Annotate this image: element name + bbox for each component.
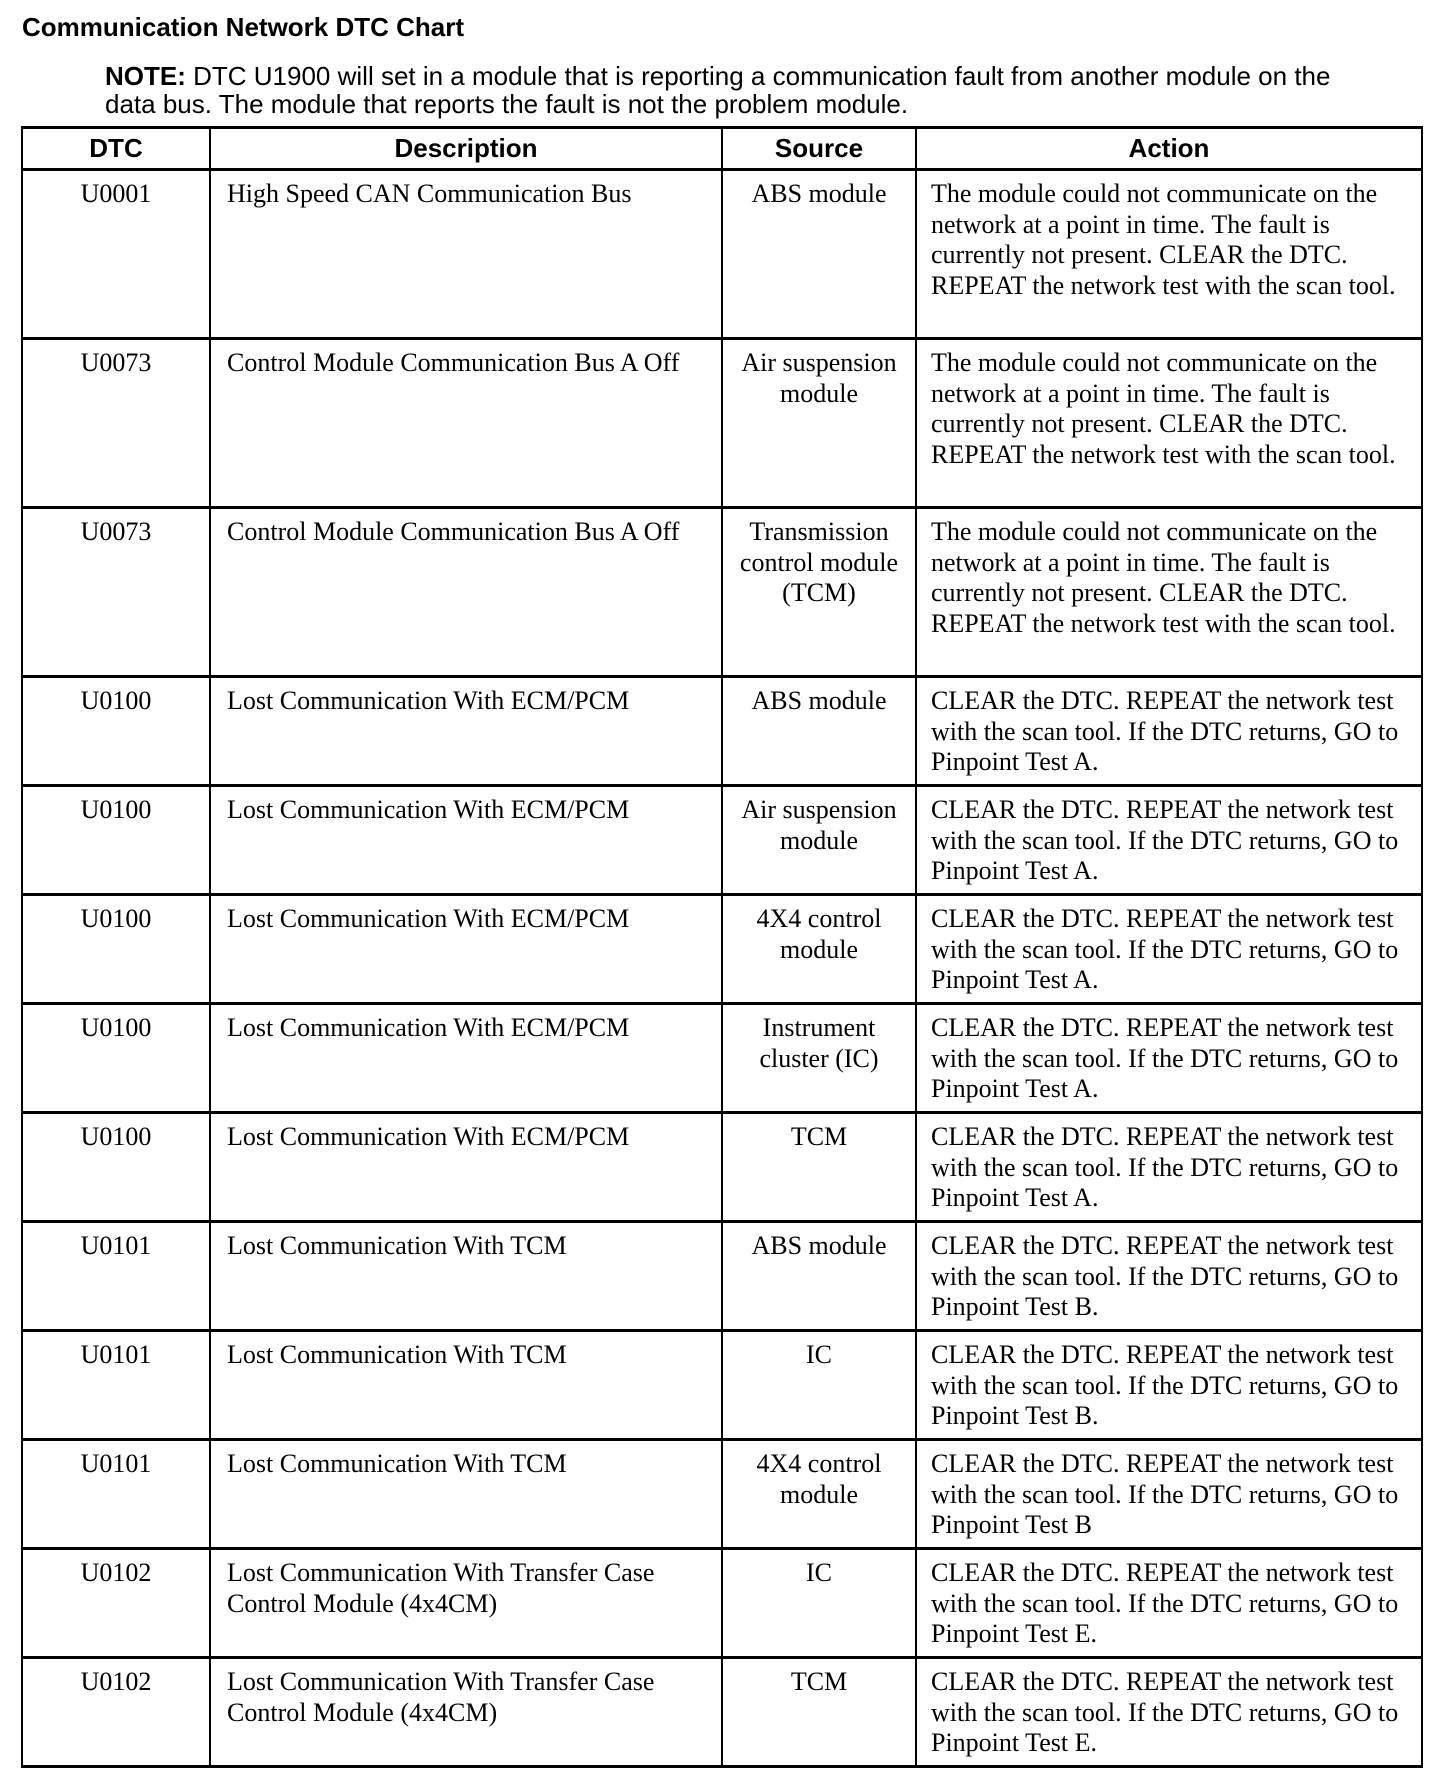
cell-action: The module could not communicate on the network at a point in time. The fault is currently not present. CLEAR the DTC. REPEAT the network test with the scan tool.: [916, 508, 1422, 677]
cell-action: CLEAR the DTC. REPEAT the network test with the scan tool. If the DTC returns, GO to Pinpoint Test A.: [916, 1004, 1422, 1113]
cell-action: The module could not communicate on the network at a point in time. The fault is currently not present. CLEAR the DTC. REPEAT the network test with the scan tool.: [916, 170, 1422, 339]
table-row: [22, 895, 1422, 1004]
cell-action: CLEAR the DTC. REPEAT the network test with the scan tool. If the DTC returns, GO to Pinpoint Test B.: [916, 1222, 1422, 1331]
cell-dtc: U0101: [22, 1331, 210, 1440]
cell-description: High Speed CAN Communication Bus: [210, 170, 722, 339]
table-row: [22, 1113, 1422, 1222]
table-row: [22, 786, 1422, 895]
table-row: [22, 1549, 1422, 1658]
cell-source: TCM: [722, 1658, 916, 1767]
cell-source: Air suspension module: [722, 786, 916, 895]
cell-action: CLEAR the DTC. REPEAT the network test with the scan tool. If the DTC returns, GO to Pinpoint Test A.: [916, 895, 1422, 1004]
note-paragraph: [105, 62, 1355, 118]
cell-source: TCM: [722, 1113, 916, 1222]
cell-action: The module could not communicate on the network at a point in time. The fault is currently not present. CLEAR the DTC. REPEAT the network test with the scan tool.: [916, 339, 1422, 508]
cell-dtc: U0001: [22, 170, 210, 339]
cell-action: CLEAR the DTC. REPEAT the network test with the scan tool. If the DTC returns, GO to Pinpoint Test B: [916, 1440, 1422, 1549]
cell-action: CLEAR the DTC. REPEAT the network test with the scan tool. If the DTC returns, GO to Pinpoint Test B.: [916, 1331, 1422, 1440]
cell-source: 4X4 control module: [722, 1440, 916, 1549]
cell-source: Instrument cluster (IC): [722, 1004, 916, 1113]
dtc-table: [21, 126, 1423, 1768]
cell-source: Transmission control module (TCM): [722, 508, 916, 677]
table-row: [22, 1658, 1422, 1767]
cell-dtc: U0073: [22, 508, 210, 677]
cell-action: CLEAR the DTC. REPEAT the network test with the scan tool. If the DTC returns, GO to Pinpoint Test A.: [916, 1113, 1422, 1222]
cell-description: Lost Communication With ECM/PCM: [210, 895, 722, 1004]
table-row: [22, 1331, 1422, 1440]
cell-source: ABS module: [722, 170, 916, 339]
cell-dtc: U0102: [22, 1549, 210, 1658]
table-row: [22, 1440, 1422, 1549]
cell-description: Lost Communication With TCM: [210, 1331, 722, 1440]
column-header-action: Action: [916, 128, 1422, 170]
cell-description: Lost Communication With ECM/PCM: [210, 1004, 722, 1113]
cell-description: Lost Communication With ECM/PCM: [210, 1113, 722, 1222]
cell-description: Lost Communication With TCM: [210, 1440, 722, 1549]
table-row: [22, 508, 1422, 677]
cell-description: Lost Communication With Transfer Case Control Module (4x4CM): [210, 1658, 722, 1767]
column-header-source: Source: [722, 128, 916, 170]
cell-dtc: U0100: [22, 1004, 210, 1113]
cell-dtc: U0100: [22, 895, 210, 1004]
table-header-row: [22, 128, 1422, 170]
cell-dtc: U0101: [22, 1222, 210, 1331]
cell-dtc: U0100: [22, 677, 210, 786]
cell-action: CLEAR the DTC. REPEAT the network test with the scan tool. If the DTC returns, GO to Pinpoint Test E.: [916, 1549, 1422, 1658]
cell-source: IC: [722, 1549, 916, 1658]
table-row: [22, 1222, 1422, 1331]
cell-source: 4X4 control module: [722, 895, 916, 1004]
cell-action: CLEAR the DTC. REPEAT the network test with the scan tool. If the DTC returns, GO to Pinpoint Test E.: [916, 1658, 1422, 1767]
table-row: [22, 677, 1422, 786]
cell-dtc: U0102: [22, 1658, 210, 1767]
column-header-description: Description: [210, 128, 722, 170]
cell-dtc: U0100: [22, 786, 210, 895]
cell-dtc: U0073: [22, 339, 210, 508]
table-row: [22, 1004, 1422, 1113]
cell-source: ABS module: [722, 1222, 916, 1331]
cell-action: CLEAR the DTC. REPEAT the network test with the scan tool. If the DTC returns, GO to Pinpoint Test A.: [916, 677, 1422, 786]
cell-dtc: U0101: [22, 1440, 210, 1549]
cell-description: Lost Communication With TCM: [210, 1222, 722, 1331]
cell-description: Control Module Communication Bus A Off: [210, 339, 722, 508]
column-header-dtc: DTC: [22, 128, 210, 170]
cell-source: ABS module: [722, 677, 916, 786]
cell-description: Lost Communication With Transfer Case Control Module (4x4CM): [210, 1549, 722, 1658]
cell-description: Lost Communication With ECM/PCM: [210, 786, 722, 895]
table-row: [22, 170, 1422, 339]
note-label: NOTE:: [105, 61, 186, 91]
cell-dtc: U0100: [22, 1113, 210, 1222]
cell-source: IC: [722, 1331, 916, 1440]
cell-description: Control Module Communication Bus A Off: [210, 508, 722, 677]
note-text: DTC U1900 will set in a module that is reporting a communication fault from another module on the data bus. The module that reports the fault is not the problem module.: [105, 61, 1331, 119]
cell-action: CLEAR the DTC. REPEAT the network test with the scan tool. If the DTC returns, GO to Pinpoint Test A.: [916, 786, 1422, 895]
table-row: [22, 339, 1422, 508]
cell-description: Lost Communication With ECM/PCM: [210, 677, 722, 786]
cell-source: Air suspension module: [722, 339, 916, 508]
page-title: Communication Network DTC Chart: [22, 12, 465, 42]
